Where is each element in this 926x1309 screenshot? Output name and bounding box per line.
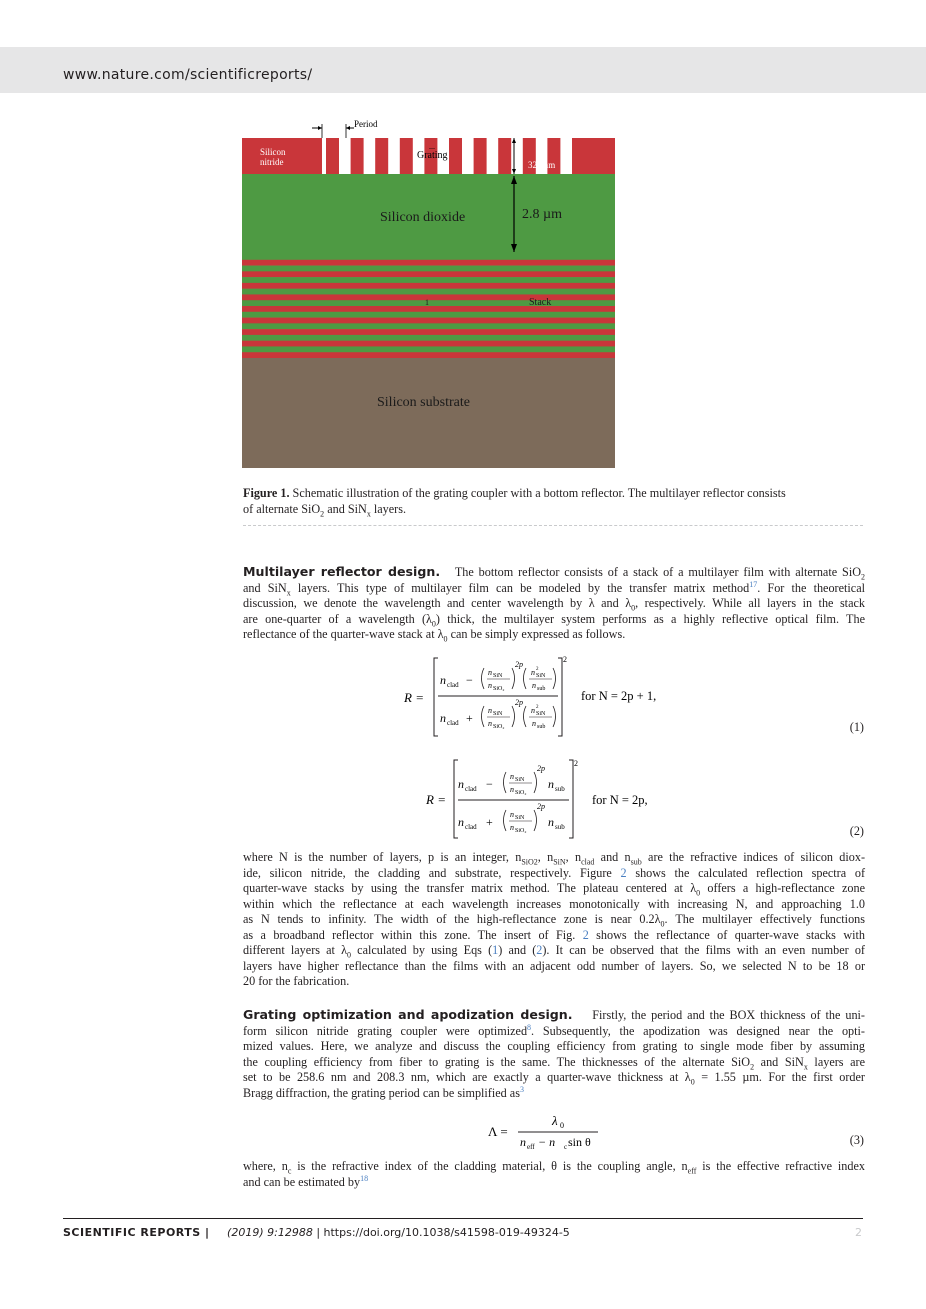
svg-text:sub: sub: [555, 785, 565, 793]
stack-layer-nitride: [242, 352, 615, 358]
svg-text:n: n: [548, 777, 554, 791]
svg-text:sub: sub: [555, 823, 565, 831]
box-thickness-label: 2.8 µm: [522, 207, 562, 222]
svg-text:sin θ: sin θ: [568, 1135, 591, 1149]
svg-text:for N = 2p,: for N = 2p,: [592, 793, 648, 807]
svg-text:n: n: [440, 673, 446, 687]
silicon-nitride-label-1: Silicon: [260, 147, 286, 157]
svg-text:−: −: [486, 777, 493, 791]
svg-text:n: n: [510, 810, 514, 819]
citation-year: (2019) 9:12988: [227, 1226, 313, 1239]
equation-1: [400, 656, 700, 740]
eq-1-link[interactable]: 1: [492, 943, 499, 957]
figure-1-svg: [242, 118, 615, 468]
ref-8[interactable]: 8: [527, 1022, 532, 1032]
svg-text:n: n: [488, 681, 492, 690]
svg-text:SiN: SiN: [515, 777, 525, 783]
period-arrowhead-left: [318, 126, 322, 130]
svg-text:n: n: [488, 706, 492, 715]
paragraph-definitions: where, $n_c$ is the refractive index of the cladding material, θ is the coupling angle, $n_{eff}$ is the effective refractive index and can be estimated $by^{18}$: [243, 1159, 865, 1189]
grating-tooth: [326, 138, 339, 174]
equation-2: [424, 758, 684, 840]
svg-text:2p: 2p: [515, 698, 523, 707]
equation-3-number: (3): [849, 1133, 864, 1147]
stack-layer-oxide: [242, 335, 615, 341]
svg-text:SiN: SiN: [515, 815, 525, 821]
svg-text:n: n: [532, 719, 536, 728]
svg-text:clad: clad: [447, 719, 459, 727]
svg-text:2p: 2p: [537, 764, 545, 773]
grating-label: Grating: [417, 150, 448, 161]
stack-layer-oxide: [242, 312, 615, 318]
ref-17[interactable]: 17: [749, 579, 758, 589]
footer: [63, 1226, 570, 1239]
svg-text:sub: sub: [537, 686, 546, 692]
svg-text:clad: clad: [465, 785, 477, 793]
svg-text:SiN: SiN: [536, 711, 546, 717]
stack-layer-nitride: [242, 260, 615, 266]
section-grating-optimization: Grating optimization and apodization design. Firstly, the period and the BOX thickness of the uni- form silicon nitride grating coupler were optimized$^8$. Subsequently, the apodization was designed near the opti- mized values. Here, we analyze and discuss the coupling efficiency from grating to single mode fiber by assuming the coupling efficiency from fiber to grating is the same. The thicknesses of the alternate SiO$_2$ and SiN$_x$ layers are set to be 258.6 nm and 208.3 nm, which are exactly a quarter-wave thickness at $\lambda_0 = 1.55$ µm. For the first order Bragg diffraction, the grating period can be simplified $as^3$: [243, 1007, 866, 1100]
svg-text:clad: clad: [447, 681, 459, 689]
svg-text:SiN: SiN: [536, 673, 546, 679]
svg-text:c: c: [564, 1143, 568, 1151]
site-url[interactable]: www.nature.com/scientificreports/: [63, 67, 313, 83]
grating-dots: ...: [429, 142, 435, 151]
silicon-dioxide-label: Silicon dioxide: [380, 210, 466, 225]
stack-mark: 1: [425, 298, 429, 307]
stack-layer-nitride: [242, 341, 615, 347]
svg-text:SiN: SiN: [493, 673, 503, 679]
svg-text:2: 2: [536, 705, 539, 710]
equation-1-number: (1): [849, 720, 864, 734]
fig-2-link-2[interactable]: 2: [582, 927, 589, 942]
svg-text:n: n: [548, 815, 554, 829]
svg-text:2: 2: [536, 667, 539, 672]
svg-text:SiO₂: SiO₂: [493, 724, 505, 730]
svg-text:SiN: SiN: [493, 711, 503, 717]
svg-text:clad: clad: [465, 823, 477, 831]
svg-text:+: +: [486, 815, 493, 829]
grating-tooth: [474, 138, 487, 174]
svg-text:R =: R =: [404, 690, 424, 705]
svg-text:2p: 2p: [537, 802, 545, 811]
svg-text:n: n: [520, 1135, 526, 1149]
svg-text:SiO₂: SiO₂: [515, 790, 527, 796]
svg-text:SiO₂: SiO₂: [515, 828, 527, 834]
svg-text:n: n: [488, 668, 492, 677]
nitride-thickness-label: 325 nm: [528, 160, 556, 170]
stack-layer-oxide: [242, 323, 615, 329]
ref-3[interactable]: 3: [519, 1084, 524, 1094]
equation-3: [486, 1112, 616, 1152]
svg-text:n: n: [510, 823, 514, 832]
grating-tooth: [498, 138, 511, 174]
stack-layer-nitride: [242, 329, 615, 335]
page-number: 2: [855, 1226, 862, 1239]
stack-layer-oxide: [242, 266, 615, 272]
grating-tooth: [375, 138, 388, 174]
svg-text:n: n: [532, 681, 536, 690]
svg-text:− n: − n: [538, 1135, 556, 1149]
journal-name: SCIENTIFIC REPORTS |: [63, 1226, 210, 1239]
section-multilayer-reflector: Multilayer reflector design. The bottom reflector consists of a stack of a multilayer film with alternate SiO$_2$ and SiN$_x$ layers. This type of multilayer film can be modeled by the transfer matrix method$^{17}$. For the theoretical discussion, we denote the wavelength and center wavelength by λ and $\lambda_0$, respectively. While all layers in the stack are one-quarter of a wavelength $(\lambda_0)$ thick, the multilayer system performs as a highly reflective optical film. The reflectance of the quarter-wave stack at $\lambda_0$ can be simply expressed as follows.: [243, 564, 866, 644]
silicon-nitride-label-2: nitride: [260, 157, 284, 167]
silicon-substrate-layer: [242, 358, 615, 468]
period-label: Period: [354, 119, 378, 129]
svg-text:n: n: [458, 777, 464, 791]
svg-text:+: +: [466, 711, 473, 725]
grating-tooth: [449, 138, 462, 174]
figure-caption: Figure 1. Schematic illustration of the grating coupler with a bottom reflector. The multilayer reflector consists of alternate SiO$_2$ and SiN$_x$ layers.: [243, 486, 786, 518]
stack-layer-nitride: [242, 318, 615, 324]
doi-link[interactable]: | https://doi.org/10.1038/s41598-019-49324-5: [312, 1226, 570, 1239]
svg-text:−: −: [466, 673, 473, 687]
footer-rule: [63, 1218, 863, 1219]
svg-text:n: n: [458, 815, 464, 829]
paragraph-reflectance: where N is the number of layers, p is an integer, $n_{SiO2}$, $n_{SiN}$, $n_{clad}$ and $n_{sub}$ are the refractive indices of silicon diox- ide, silicon nitride, the cladding and substrate, respectively. Figure 2 shows the calculated reflection spectra of quarter-wave stacks by using the transfer matrix method. The plateau centered at $\lambda_0$ offers a high-reflectance zone within which the reflectance at each wavelength increases monotonically with increasing N, and approaching 1.0 as N tends to infinity. The width of the high-reflectance zone is near $0.2\lambda_0$. The multilayer effectively functions as a broadband reflector within this zone. The insert of Fig. 2 shows the reflectance of quarter-wave stacks with different layers at $\lambda_0$ calculated by using Eqs (1) and (2). It can be observed that the films with an even number of layers have higher reflectance than the films with an adjacent odd number of layers. So, we selected N to be 18 or 20 for the fabrication.: [243, 850, 866, 988]
svg-text:eff: eff: [527, 1143, 535, 1151]
section-heading-multilayer: Multilayer reflector design.: [243, 564, 441, 579]
equation-2-number: (2): [849, 824, 864, 838]
svg-text:n: n: [510, 785, 514, 794]
nitride-block-right: [572, 138, 615, 174]
svg-text:for N = 2p + 1,: for N = 2p + 1,: [581, 689, 657, 703]
grating-tooth: [400, 138, 413, 174]
svg-text:Λ =: Λ =: [488, 1124, 508, 1139]
stack-layer-nitride: [242, 271, 615, 277]
svg-text:SiO₂: SiO₂: [493, 686, 505, 692]
stack-layer-oxide: [242, 277, 615, 283]
svg-text:n: n: [510, 772, 514, 781]
caption-divider: [243, 525, 863, 526]
fig-2-link[interactable]: 2: [620, 865, 627, 880]
svg-text:2: 2: [574, 759, 578, 768]
stack-layer-oxide: [242, 254, 615, 260]
svg-text:R =: R =: [426, 792, 446, 807]
stack-layer-oxide: [242, 289, 615, 295]
svg-text:n: n: [531, 706, 535, 715]
eq-2-link[interactable]: 2: [536, 943, 543, 957]
svg-text:n: n: [488, 719, 492, 728]
caption-text-1: Schematic illustration of the grating coupler with a bottom reflector. The multilayer reflector consists: [292, 486, 786, 500]
svg-text:2: 2: [563, 656, 567, 664]
svg-text:sub: sub: [537, 724, 546, 730]
stack-layer-oxide: [242, 346, 615, 352]
stack-layer-nitride: [242, 283, 615, 289]
svg-text:2p: 2p: [515, 660, 523, 669]
substrate-label: Silicon substrate: [377, 395, 470, 410]
svg-text:n: n: [440, 711, 446, 725]
section-heading-grating: Grating optimization and apodization design.: [243, 1007, 573, 1022]
caption-label: Figure 1.: [243, 486, 290, 500]
ref-18[interactable]: 18: [360, 1173, 369, 1183]
stack-label: Stack: [529, 297, 552, 308]
svg-text:n: n: [531, 668, 535, 677]
period-arrowhead-right: [346, 126, 350, 130]
svg-text:0: 0: [560, 1121, 564, 1130]
svg-text:λ: λ: [552, 1113, 558, 1128]
figure-1-schematic: [242, 118, 615, 468]
grating-tooth: [351, 138, 364, 174]
